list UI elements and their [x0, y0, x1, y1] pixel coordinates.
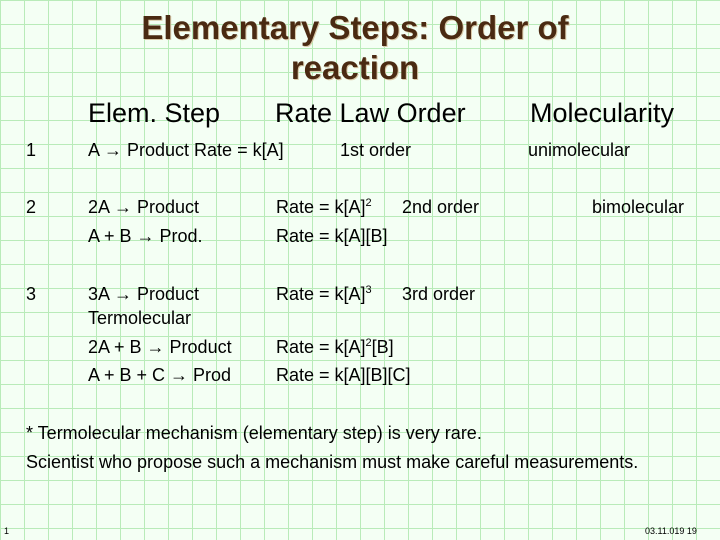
row-3-molecularity-label: Termolecular — [88, 308, 192, 328]
title-line-1: Elementary Steps: Order of — [141, 9, 569, 46]
row-3-rate-2-base: Rate = k[A] — [276, 337, 366, 357]
row-3-step-3: A + B + C → Prod — [88, 365, 232, 385]
footnote-line-2: Scientist who propose such a mechanism must make careful measurements. — [26, 452, 639, 472]
row-3-rate-1-base: Rate = k[A] — [276, 284, 366, 304]
title-line-2: reaction — [290, 49, 420, 86]
row-2-rate-1-base: Rate = k[A] — [276, 197, 366, 217]
row-3-rate-3: Rate = k[A][B][C] — [276, 365, 411, 385]
row-1-order: 1st order — [340, 140, 412, 160]
row-3-order: 3rd order — [402, 284, 476, 304]
row-3-step-1: 3A → Product — [88, 284, 200, 304]
row-3-rate-1-exponent: 3 — [365, 284, 372, 296]
row-2-molecularity: bimolecular — [592, 197, 685, 217]
row-2-rate-2: Rate = k[A][B] — [276, 226, 388, 246]
row-1-molecularity: unimolecular — [528, 140, 631, 160]
row-3-step-2: 2A + B → Product — [88, 337, 232, 357]
row-1-step: A → Product Rate = k[A] — [88, 140, 284, 160]
header-elem-step: Elem. Step — [88, 98, 221, 128]
row-3-rate-2 — [276, 337, 394, 358]
row-2-step-2: A + B → Prod. — [88, 226, 203, 246]
row-2-rate-1 — [276, 197, 372, 218]
slide-date: 03.11.019 19 — [645, 526, 697, 536]
row-2-number: 2 — [26, 197, 37, 217]
row-1-number: 1 — [26, 140, 37, 160]
footnote-line-1: * Termolecular mechanism (elementary step) is very rare. — [26, 423, 482, 443]
row-3-rate-1 — [276, 284, 372, 305]
row-2-order: 2nd order — [402, 197, 480, 217]
row-2-step-1: 2A → Product — [88, 197, 200, 217]
row-2-rate-1-exponent: 2 — [365, 197, 372, 209]
slide-title — [60, 8, 650, 88]
slide-number: 1 — [4, 526, 10, 536]
row-3-rate-2-tail: [B] — [371, 337, 394, 357]
row-3-rate-2-exponent: 2 — [365, 337, 372, 349]
header-molecularity: Molecularity — [530, 98, 675, 128]
row-3-number: 3 — [26, 284, 37, 304]
header-rate-law-order: Rate Law Order — [275, 98, 466, 128]
